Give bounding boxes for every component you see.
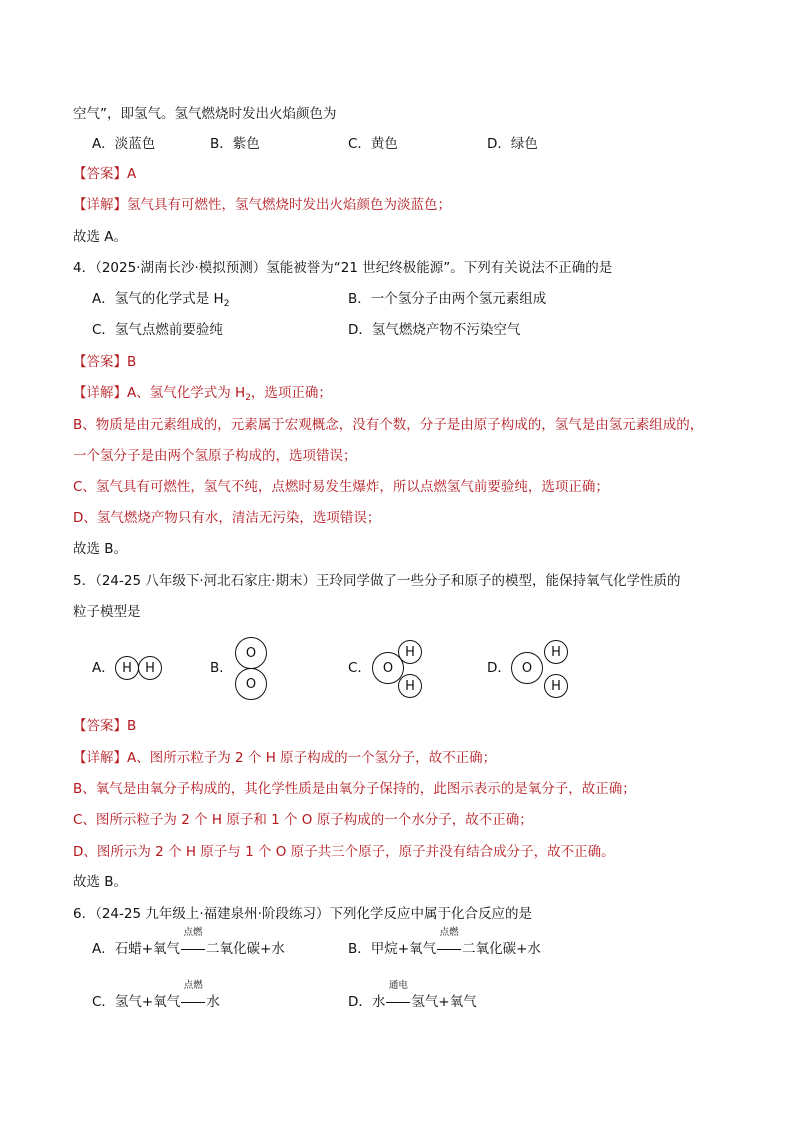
reaction-condition: 点燃 (183, 980, 203, 991)
q6-option-c: C．氢气+氧气 点燃 水 (92, 980, 220, 1010)
q4-stem: 4．（2025·湖南长沙·模拟预测）氢能被誉为“21 世纪终极能源”。下列有关说法不正确的是 (73, 260, 613, 276)
q3-option-d: D．绿色 (487, 136, 538, 152)
q3-option-a: A．淡蓝色 (92, 136, 156, 152)
atom-o: O (372, 652, 404, 684)
atom-h: H (138, 656, 162, 680)
q4-option-c: C．氢气点燃前要验纯 (92, 322, 223, 338)
q6-stem: 6．（24-25 九年级上·福建泉州·阶段练习）下列化学反应中属于化合反应的是 (73, 906, 532, 922)
atom-o: O (235, 637, 267, 669)
reaction-condition: 点燃 (439, 927, 459, 938)
q4-option-d: D．氢气燃烧产物不污染空气 (348, 322, 521, 338)
q5-detail-c: C、图所示粒子为 2 个 H 原子和 1 个 O 原子构成的一个水分子，故不正确； (73, 812, 533, 828)
q5-option-c-label: C． (348, 660, 371, 676)
q3-detail (73, 195, 451, 215)
atom-h: H (115, 656, 139, 680)
q5-option-d-label: D． (487, 660, 511, 676)
atom-h: H (398, 674, 422, 698)
q5-answer (73, 716, 136, 736)
q4-detail-a: 【详解】A、氢气化学式为 $H_2$，选项正确； (73, 385, 332, 403)
q3-option-c: C．黄色 (348, 136, 398, 152)
q5-detail-a: 【详解】A、图所示粒子为 2 个 H 原子构成的一个氢分子，故不正确； (73, 750, 497, 766)
answer-value: A (127, 166, 137, 182)
atom-h: H (398, 640, 422, 664)
q4-option-b: B．一个氢分子由两个氢元素组成 (348, 291, 547, 307)
q3-conclusion: 故选 A。 (73, 229, 128, 245)
q5-stem-2: 粒子模型是 (73, 604, 141, 620)
answer-tag: 【答案】 (73, 718, 127, 734)
q6-option-d: D．水 通电 氢气+氧气 (348, 980, 477, 1010)
answer-tag: 【答案】 (73, 354, 127, 370)
q6-option-b: B．甲烷+氧气 点燃 二氧化碳+水 (348, 927, 541, 957)
atom-o: O (511, 652, 543, 684)
atom-h: H (544, 640, 568, 664)
q3-option-b: B．紫色 (210, 136, 260, 152)
q5-stem-1: 5．（24-25 八年级下·河北石家庄·期末）王玲同学做了一些分子和原子的模型，能保持氧气化学性质的 (73, 573, 681, 589)
q6-option-a: A．石蜡+氧气 点燃 二氧化碳+水 (92, 927, 285, 957)
reaction-condition: 通电 (388, 980, 408, 991)
q3-answer (73, 164, 136, 184)
q4-detail-b1: B、物质是由元素组成的，元素属于宏观概念，没有个数，分子是由原子构成的，氢气是由氢元素组成的， (73, 417, 704, 433)
answer-value: B (127, 718, 137, 734)
q4-conclusion: 故选 B。 (73, 541, 128, 557)
q4-option-a: A．氢气的化学式是 $H_2$ (92, 291, 230, 309)
q5-option-a-label: A． (92, 660, 115, 676)
reaction-condition: 点燃 (183, 927, 203, 938)
q4-answer (73, 352, 136, 372)
q5-detail-d: D、图所示为 2 个 H 原子与 1 个 O 原子共三个原子，原子并没有结合成分子，故不正确。 (73, 844, 615, 860)
detail-tag: 【详解】 (73, 385, 127, 401)
detail-tag: 【详解】 (73, 750, 127, 766)
q5-option-b-label: B． (210, 660, 233, 676)
answer-value: B (127, 354, 137, 370)
detail-text: 氢气具有可燃性，氢气燃烧时发出火焰颜色为淡蓝色； (127, 197, 451, 213)
answer-tag: 【答案】 (73, 166, 127, 182)
q3-stem-tail: 空气”，即氢气。氢气燃烧时发出火焰颜色为 (73, 106, 337, 122)
q5-conclusion: 故选 B。 (73, 874, 128, 890)
atom-o: O (235, 668, 267, 700)
atom-h: H (544, 674, 568, 698)
q5-detail-b: B、氧气是由氧分子构成的，其化学性质是由氧分子保持的，此图示表示的是氧分子，故正确； (73, 781, 636, 797)
detail-tag: 【详解】 (73, 197, 127, 213)
q4-detail-d: D、氢气燃烧产物只有水，清洁无污染，选项错误； (73, 510, 381, 526)
q4-detail-c: C、氢气具有可燃性，氢气不纯，点燃时易发生爆炸，所以点燃氢气前要验纯，选项正确； (73, 479, 609, 495)
q4-detail-b2: 一个氢分子是由两个氢原子构成的，选项错误； (73, 448, 357, 464)
